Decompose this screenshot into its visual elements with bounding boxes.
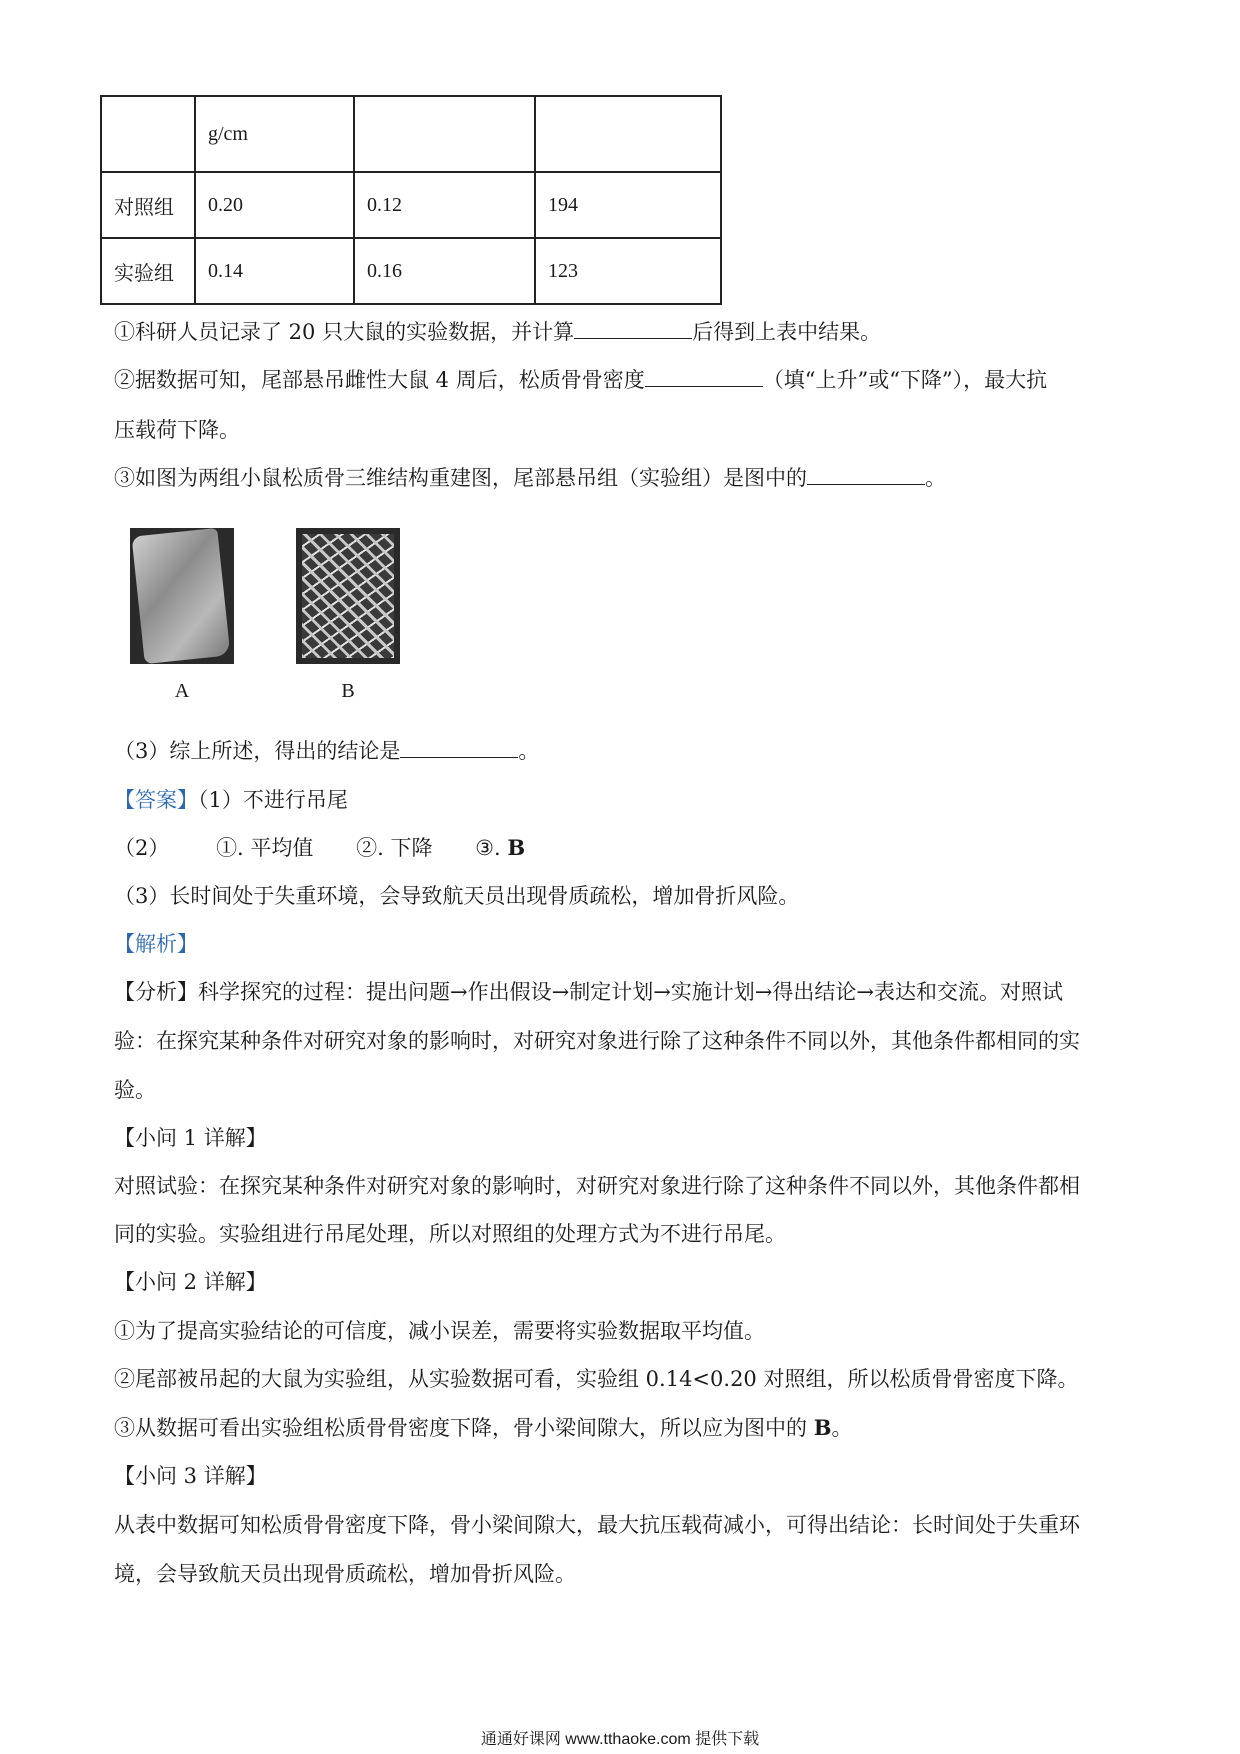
figure-label-b: B — [341, 680, 355, 702]
table-cell-group: 实验组 — [101, 238, 195, 304]
subquestion-3-text: 从表中数据可知松质骨骨密度下降，骨小梁间隙大，最大抗压载荷减小，可得出结论：长时间处于失重环 — [114, 1513, 1080, 1537]
analysis-paragraph: 验。 — [114, 1078, 156, 1102]
subquestion-3-text: 境，会导致航天员出现骨质疏松，增加骨折风险。 — [114, 1562, 576, 1586]
subquestion-3-heading: 【小问 3 详解】 — [114, 1464, 267, 1488]
question-2-continued: 压载荷下降。 — [114, 418, 240, 442]
table-header-row — [101, 96, 721, 172]
table-row — [101, 172, 721, 238]
table-cell — [354, 96, 535, 172]
table-cell-group: 对照组 — [101, 172, 195, 238]
answer-tag: 【答案】 — [114, 788, 198, 812]
subquestion-1-text: 对照试验：在探究某种条件对研究对象的影响时，对研究对象进行除了这种条件不同以外，其他条件都相 — [114, 1174, 1080, 1198]
question-2: ②据数据可知，尾部悬吊雌性大鼠 4 周后，松质骨骨密度 （填“上升”或“下降”），最大抗 — [114, 368, 1048, 392]
subquestion-1-heading: 【小问 1 详解】 — [114, 1126, 267, 1150]
subquestion-2-text: ③从数据可看出实验组松质骨骨密度下降，骨小梁间隙大，所以应为图中的 B。 — [114, 1415, 853, 1440]
table-cell — [535, 96, 721, 172]
figure-b — [296, 528, 400, 703]
figure-a — [130, 528, 234, 703]
analysis-paragraph: 【分析】科学探究的过程：提出问题→作出假设→制定计划→实施计划→得出结论→表达和交流。对照试 — [114, 980, 1063, 1004]
analysis-paragraph: 验：在探究某种条件对研究对象的影响时，对研究对象进行除了这种条件不同以外，其他条件都相同的实 — [114, 1029, 1080, 1053]
answer-blank — [400, 737, 518, 758]
question-1: ①科研人员记录了 20 只大鼠的实验数据，并计算 后得到上表中结果。 — [114, 320, 882, 344]
analysis-tag: 【解析】 — [114, 932, 198, 956]
bone-structure-a-image — [130, 528, 234, 664]
table-row — [101, 238, 721, 304]
table-cell: 123 — [535, 238, 721, 304]
subquestion-2-text: ②尾部被吊起的大鼠为实验组，从实验数据可看，实验组 0.14<0.20 对照组，所以松质骨骨密度下降。 — [114, 1367, 1079, 1391]
table-cell: g/cm — [195, 96, 354, 172]
answer-blank — [807, 464, 925, 485]
subquestion-2-text: ①为了提高实验结论的可信度，减小误差，需要将实验数据取平均值。 — [114, 1319, 765, 1343]
answer-2: （2） ①. 平均值 ②. 下降 ③. B — [114, 835, 526, 860]
data-table — [100, 95, 722, 305]
table-cell: 0.16 — [354, 238, 535, 304]
question-conclusion: （3）综上所述，得出的结论是 。 — [114, 739, 540, 763]
table-cell — [101, 96, 195, 172]
figure-label-a: A — [174, 680, 190, 702]
footer-watermark: 通通好课网 www.tthaoke.com 提供下载 — [480, 1731, 760, 1748]
answer-blank — [574, 318, 692, 339]
question-3: ③如图为两组小鼠松质骨三维结构重建图，尾部悬吊组（实验组）是图中的 。 — [114, 466, 946, 490]
subquestion-2-heading: 【小问 2 详解】 — [114, 1270, 267, 1294]
table-cell: 194 — [535, 172, 721, 238]
subquestion-1-text: 同的实验。实验组进行吊尾处理，所以对照组的处理方式为不进行吊尾。 — [114, 1222, 786, 1246]
table-cell: 0.12 — [354, 172, 535, 238]
bone-structure-b-image — [296, 528, 400, 664]
answer-blank — [645, 366, 763, 387]
table-cell: 0.20 — [195, 172, 354, 238]
answer-1: 【答案】（1）不进行吊尾 — [114, 788, 348, 812]
answer-3: （3）长时间处于失重环境，会导致航天员出现骨质疏松，增加骨折风险。 — [114, 884, 800, 908]
table-cell: 0.14 — [195, 238, 354, 304]
